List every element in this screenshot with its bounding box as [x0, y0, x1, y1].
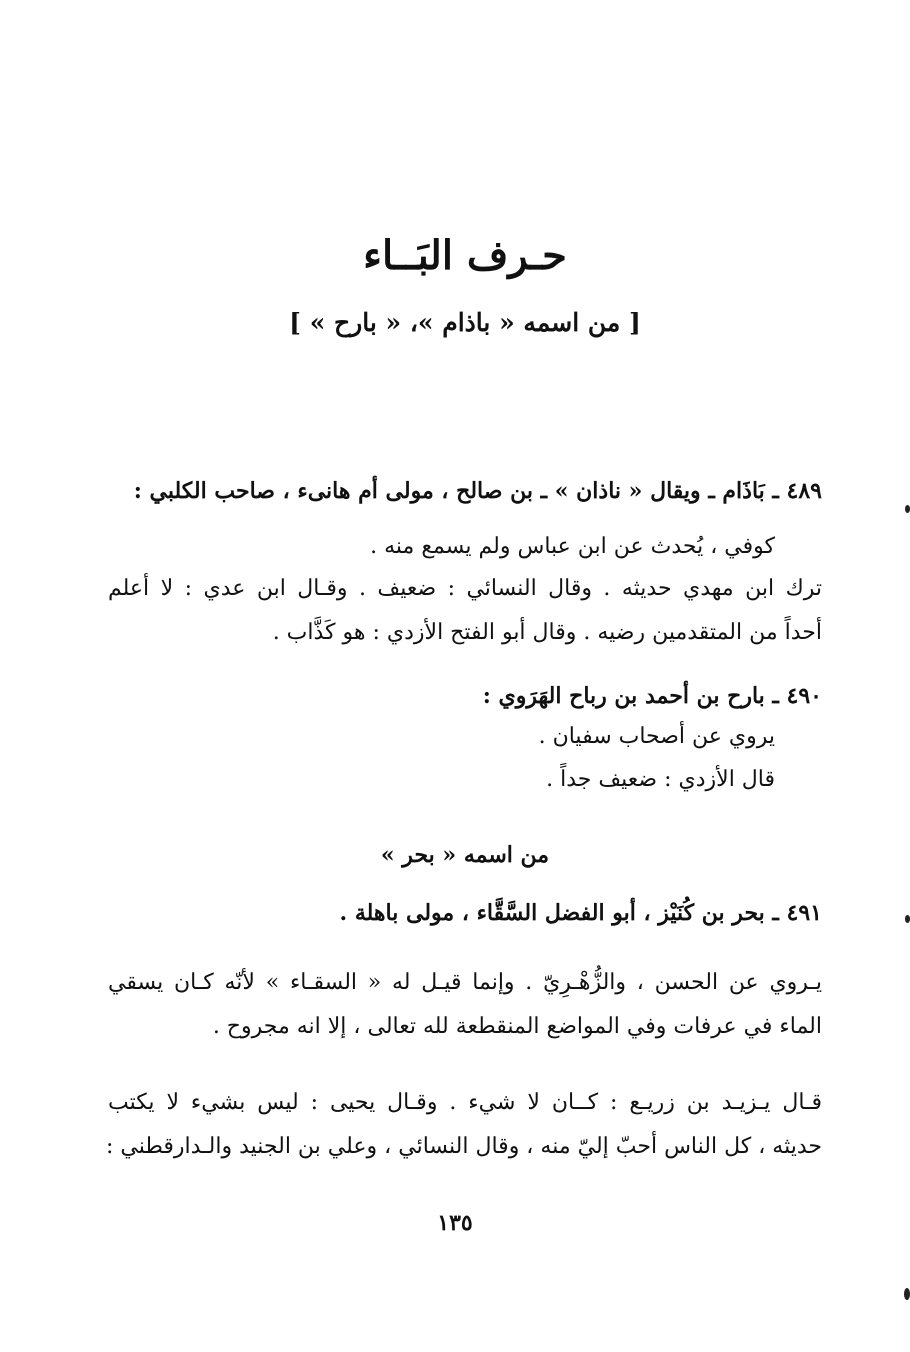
scan-edge-mark	[905, 505, 910, 513]
entry-line: قال الأزدي : ضعيف جداً .	[546, 767, 775, 792]
scan-edge-mark	[905, 915, 910, 923]
entry-heading-490: ٤٩٠ ـ بارح بن أحمد بن رباح الهَرَوي :	[482, 683, 822, 709]
entry-line: أحداً من المتقدمين رضيه . وقال أبو الفتح الأزدي : هو كَذَّاب .	[272, 620, 822, 645]
scan-edge-mark	[904, 1288, 910, 1300]
entry-line: قـال يـزيـد بن زريـع : كــان لا شيء . وقـال يحيى : ليس بشيء لا يكتب	[108, 1090, 822, 1115]
entry-line: ترك ابن مهدي حديثه . وقال النسائي : ضعيف . وقـال ابن عدي : لا أعلم	[108, 576, 822, 601]
entry-line: يـروي عن الحسن ، والزُّهْـرِيّ . وإنما قيـل له « السقـاء » لأنّه كـان يسقي	[108, 970, 822, 995]
entry-heading-491: ٤٩١ ـ بحر بن كُنَيْز ، أبو الفضل السَّقَّاء ، مولى باهلة .	[339, 900, 822, 926]
entry-line: كوفي ، يُحدث عن ابن عباس ولم يسمع منه .	[370, 534, 775, 559]
entry-line: الماء في عرفات وفي المواضع المنقطعة لله تعالى ، إلا انه مجروح .	[212, 1014, 822, 1039]
page-number: ١٣٥	[437, 1210, 473, 1236]
entry-line: حديثه ، كل الناس أحبّ إليّ منه ، وقال النسائي ، وعلي بن الجنيد والـدارقطني :	[105, 1134, 822, 1159]
entry-heading-489: ٤٨٩ ـ بَاذَام ـ ويقال « ناذان » ـ بن صالح ، مولى أم هانىء ، صاحب الكلبي :	[133, 478, 822, 504]
entry-line: يروي عن أصحاب سفيان .	[538, 724, 775, 749]
section-heading: [ من اسمه « باذام »، « بارح » ]	[289, 308, 641, 337]
section-heading: من اسمه « بحر »	[380, 842, 550, 868]
chapter-title: حـرف البَــاء	[363, 232, 567, 279]
